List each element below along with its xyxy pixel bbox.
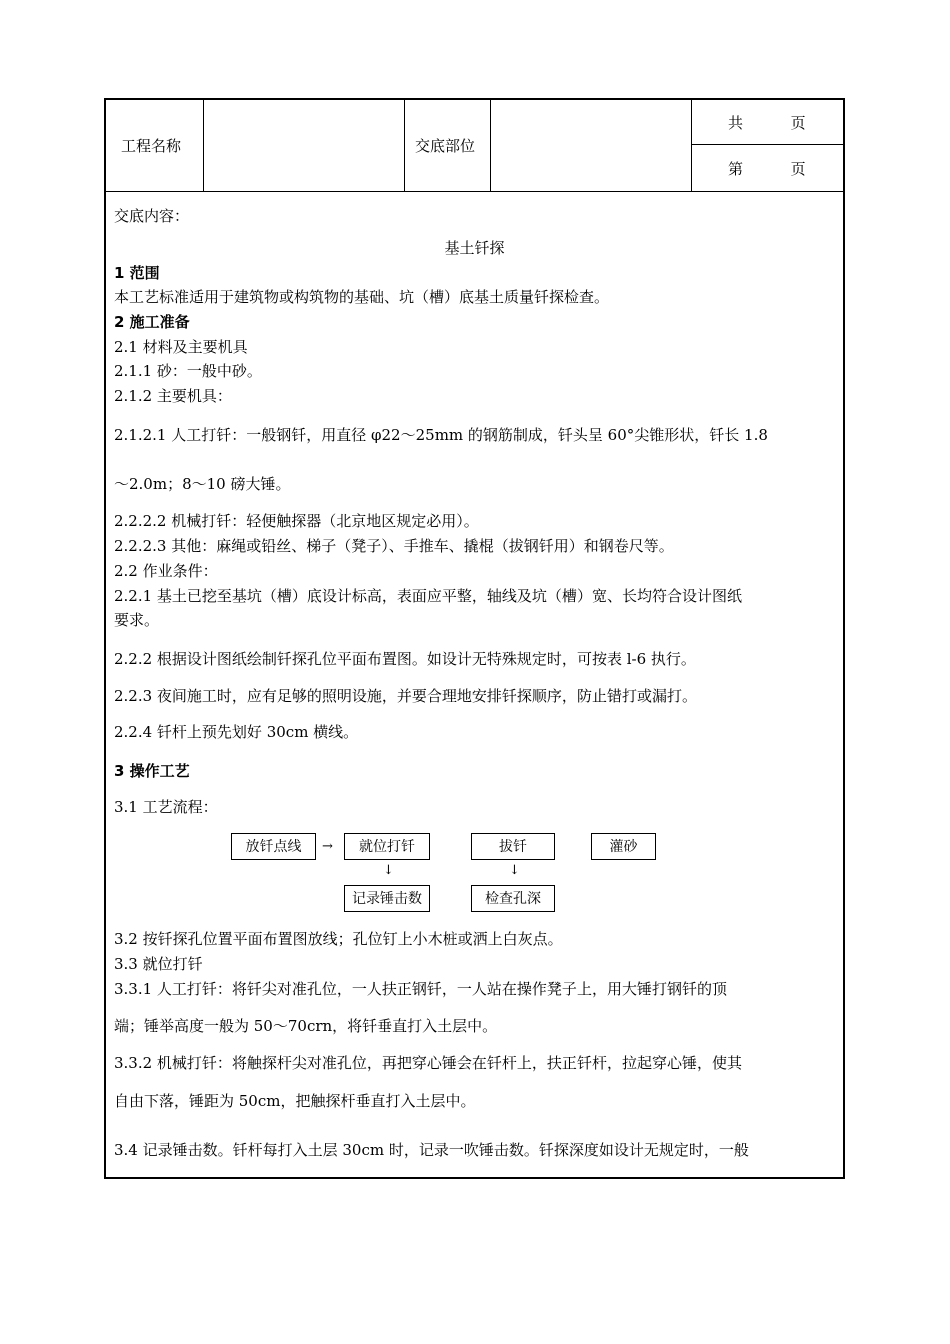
clause-2-1-1: 2.1.1 砂：一般中砂。 (114, 362, 262, 380)
clause-2-2-1-cont: 要求。 (114, 611, 160, 629)
clause-2-2-3: 2.2.3 夜间施工时，应有足够的照明设施，并要合理地安排钎探顺序，防止错打或漏打。 (114, 687, 697, 705)
clause-2-1-2-1-cont: ～2.0m；8～10 磅大锤。 (114, 475, 291, 493)
clause-3-2: 3.2 按钎探孔位置平面布置图放线；孔位钉上小木桩或洒上白灰点。 (114, 930, 563, 948)
clause-2-2-2-2: 2.2.2.2 机械打钎：轻便触探器（北京地区规定必用）。 (114, 512, 479, 530)
flow-box-mark-points: 放钎点线 (231, 833, 316, 860)
clause-3-3-1: 3.3.1 人工打钎：将钎尖对准孔位，一人扶正钢钎，一人站在操作凳子上，用大锤打钢钎的顶 (114, 980, 727, 998)
flow-box-fill-sand: 灌砂 (591, 833, 656, 860)
section-2-heading: 2 施工准备 (114, 313, 190, 331)
flow-box-record-blows: 记录锤击数 (344, 885, 430, 912)
header-divider-1 (203, 98, 204, 192)
flow-box-check-depth: 检查孔深 (471, 885, 555, 912)
flow-arrow-down-1: ↓ (383, 863, 394, 878)
clause-3-1: 3.1 工艺流程： (114, 798, 218, 816)
header-divider-2 (404, 98, 405, 192)
section-1-heading: 1 范围 (114, 264, 160, 282)
location-label: 交底部位 (415, 137, 476, 155)
scope-text: 本工艺标准适用于建筑物或构筑物的基础、坑（槽）底基土质量钎探检查。 (114, 288, 610, 306)
clause-3-3-1-cont: 端；锤举高度一般为 50～70crn，将钎垂直打入土层中。 (114, 1017, 498, 1035)
clause-3-3: 3.3 就位打钎 (114, 955, 203, 973)
clause-3-3-2: 3.3.2 机械打钎：将触探杆尖对准孔位，再把穿心锤会在钎杆上，扶正钎杆，拉起穿心锤，使其 (114, 1054, 742, 1072)
flow-arrow-right: → (322, 839, 333, 854)
flow-arrow-down-2: ↓ (509, 863, 520, 878)
intro-label: 交底内容： (114, 207, 190, 225)
clause-2-2: 2.2 作业条件： (114, 562, 218, 580)
total-pages-label: 共 页 (728, 114, 806, 132)
clause-2-1-2: 2.1.2 主要机具： (114, 387, 232, 405)
header-bottom-rule (104, 191, 845, 192)
clause-2-2-2-3: 2.2.2.3 其他：麻绳或铅丝、梯子（凳子）、手推车、撬棍（拔钢钎用）和钢卷尺等。 (114, 537, 674, 555)
section-3-heading: 3 操作工艺 (114, 762, 190, 780)
clause-2-2-2: 2.2.2 根据设计图纸绘制钎探孔位平面布置图。如设计无特殊规定时，可按表 l-6 执行。 (114, 650, 696, 668)
header-divider-4 (691, 98, 692, 192)
clause-2-2-1: 2.2.1 基土已挖至基坑（槽）底设计标高，表面应平整，轴线及坑（槽）宽、长均符合设计图纸 (114, 587, 742, 605)
clause-3-3-2-cont: 自由下落，锤距为 50cm，把触探杆垂直打入土层中。 (114, 1092, 476, 1110)
flow-box-pull-rod: 拔钎 (471, 833, 555, 860)
clause-2-1-2-1: 2.1.2.1 人工打钎：一般钢钎，用直径 φ22～25mm 的钢筋制成，钎头呈 60°尖锥形状，钎长 1.8 (114, 426, 768, 444)
clause-3-4: 3.4 记录锤击数。钎杆每打入土层 30cm 时，记录一吹锤击数。钎探深度如设计无规定时，一般 (114, 1141, 749, 1159)
page-number-label: 第 页 (728, 160, 806, 178)
clause-2-1: 2.1 材料及主要机具 (114, 338, 248, 356)
page-count-rule (691, 144, 845, 145)
clause-2-2-4: 2.2.4 钎杆上预先划好 30cm 横线。 (114, 723, 359, 741)
flow-box-position-drive: 就位打钎 (344, 833, 430, 860)
project-name-label: 工程名称 (121, 137, 182, 155)
document-title: 基土钎探 (444, 239, 505, 257)
header-divider-3 (490, 98, 491, 192)
